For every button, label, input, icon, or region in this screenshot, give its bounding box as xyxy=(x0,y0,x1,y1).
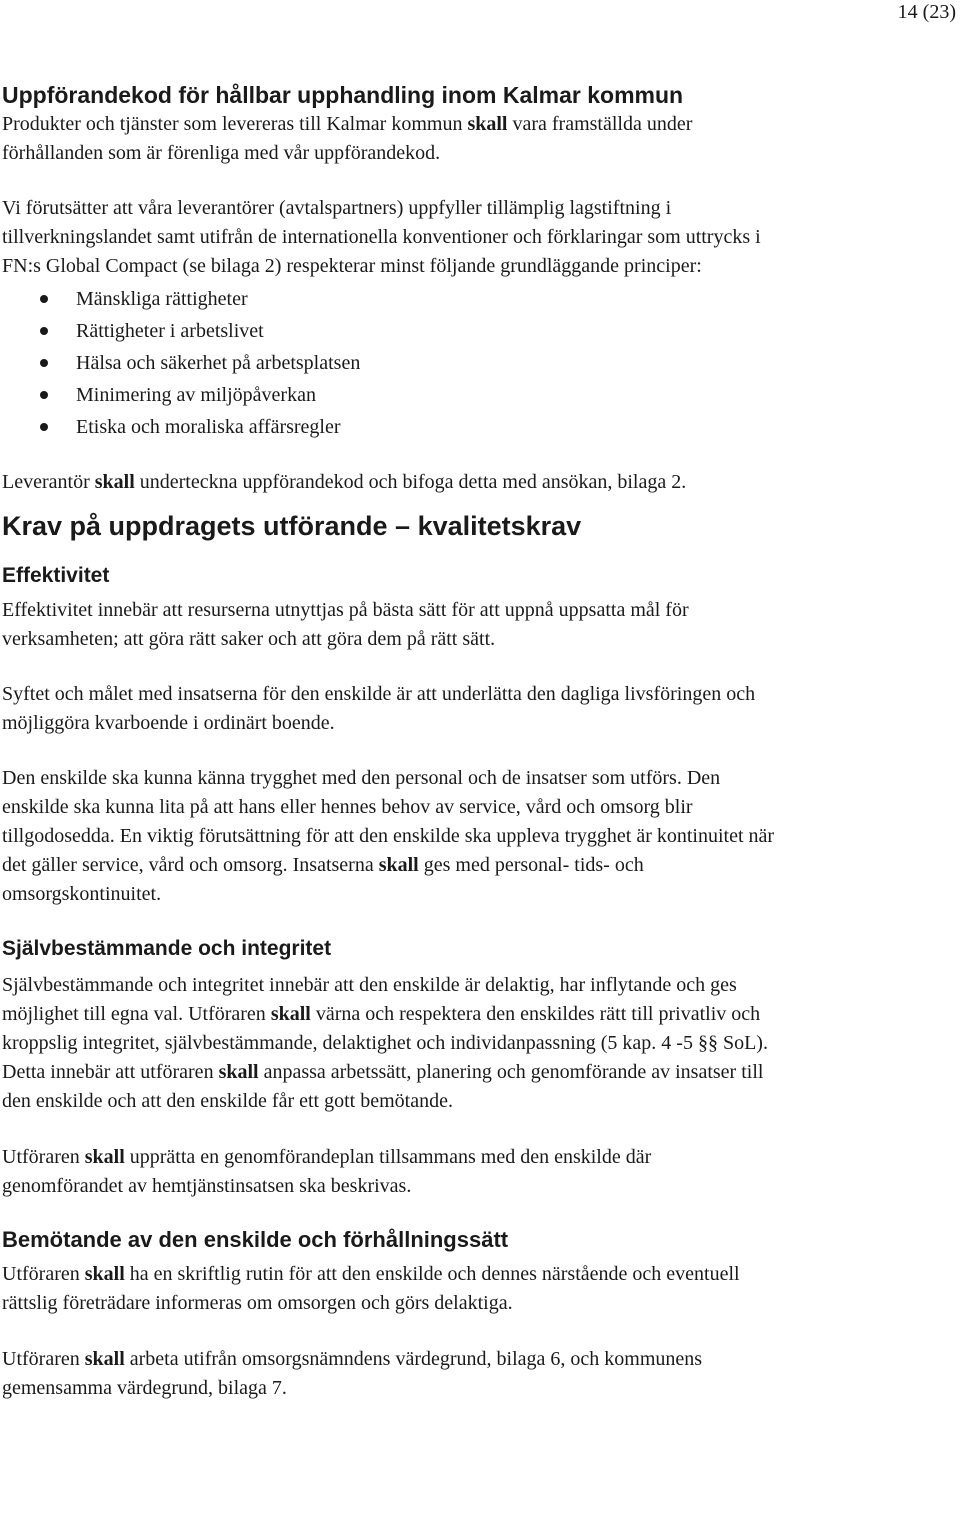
code-intro-paragraph: Produkter och tjänster som levereras till Kalmar kommun skall vara framställda under förhållanden som är förenliga med vår uppförandekod. xyxy=(2,113,693,164)
bullet-icon xyxy=(40,359,48,367)
principles-list xyxy=(2,283,952,443)
bullet-icon xyxy=(40,327,48,335)
treatment-paragraph-1: Utföraren skall ha en skriftlig rutin för att den enskilde och dennes närstående och eventuell rättslig företrädare informeras om omsorgen och görs delaktiga. xyxy=(2,1263,740,1314)
quality-requirements-heading: Krav på uppdragets utförande – kvalitetskrav xyxy=(2,511,582,541)
list-item: Minimering av miljöpåverkan xyxy=(2,379,952,411)
code-of-conduct-heading: Uppförandekod för hållbar upphandling inom Kalmar kommun xyxy=(2,82,684,108)
list-item: Etiska och moraliska affärsregler xyxy=(2,411,952,443)
list-item: Rättigheter i arbetslivet xyxy=(2,315,952,347)
document-body xyxy=(2,80,952,1403)
self-determination-paragraph-1: Självbestämmande och integritet innebär att den enskilde är delaktig, har inflytande och ges möjlighet till egna val. Utföraren skall värna och respektera den enskildes rätt till privatliv och kroppslig integritet, självbestämmande, delaktighet och individanpassning (5 kap. 4 -5 §§ SoL). Detta innebär att utföraren skall anpassa arbetssätt, planering och genomförande av insatser till den enskilde och att den enskilde får ett gott bemötande. xyxy=(2,974,768,1112)
page-number: 14 (23) xyxy=(897,1,956,23)
bullet-icon xyxy=(40,295,48,303)
self-determination-heading: Självbestämmande och integritet xyxy=(2,937,332,960)
list-item: Mänskliga rättigheter xyxy=(2,283,952,315)
efficiency-paragraph-1: Effektivitet innebär att resurserna utnyttjas på bästa sätt för att uppnå uppsatta mål för verksamheten; att göra rätt saker och att göra dem på rätt sätt. xyxy=(2,599,689,650)
efficiency-heading: Effektivitet xyxy=(2,564,110,587)
bullet-icon xyxy=(40,423,48,431)
treatment-paragraph-2: Utföraren skall arbeta utifrån omsorgsnämndens värdegrund, bilaga 6, och kommunens gemensamma värdegrund, bilaga 7. xyxy=(2,1348,703,1399)
bullet-icon xyxy=(40,391,48,399)
code-principles-paragraph: Vi förutsätter att våra leverantörer (avtalspartners) uppfyller tillämplig lagstiftning i tillverkningslandet samt utifrån de internationella konventioner och förklaringar som uttrycks i FN:s Global Compact (se bilaga 2) respekterar minst följande grundläggande principer: xyxy=(2,197,761,277)
treatment-heading: Bemötande av den enskilde och förhållningssätt xyxy=(2,1227,509,1252)
self-determination-paragraph-2: Utföraren skall upprätta en genomförandeplan tillsammans med den enskilde där genomförandet av hemtjänstinsatsen ska beskrivas. xyxy=(2,1146,652,1197)
efficiency-paragraph-3: Den enskilde ska kunna känna trygghet med den personal och de insatser som utförs. Den enskilde ska kunna lita på att hans eller hennes behov av service, vård och omsorg blir tillgodosedda. En viktig förutsättning för att den enskilde ska uppleva trygghet är kontinuitet när det gäller service, vård och omsorg. Insatserna skall ges med personal- tids- och omsorgskontinuitet. xyxy=(2,767,775,905)
list-item: Hälsa och säkerhet på arbetsplatsen xyxy=(2,347,952,379)
code-signing-paragraph: Leverantör skall underteckna uppförandekod och bifoga detta med ansökan, bilaga 2. xyxy=(2,471,687,493)
efficiency-paragraph-2: Syftet och målet med insatserna för den enskilde är att underlätta den dagliga livsföringen och möjliggöra kvarboende i ordinärt boende. xyxy=(2,683,756,734)
